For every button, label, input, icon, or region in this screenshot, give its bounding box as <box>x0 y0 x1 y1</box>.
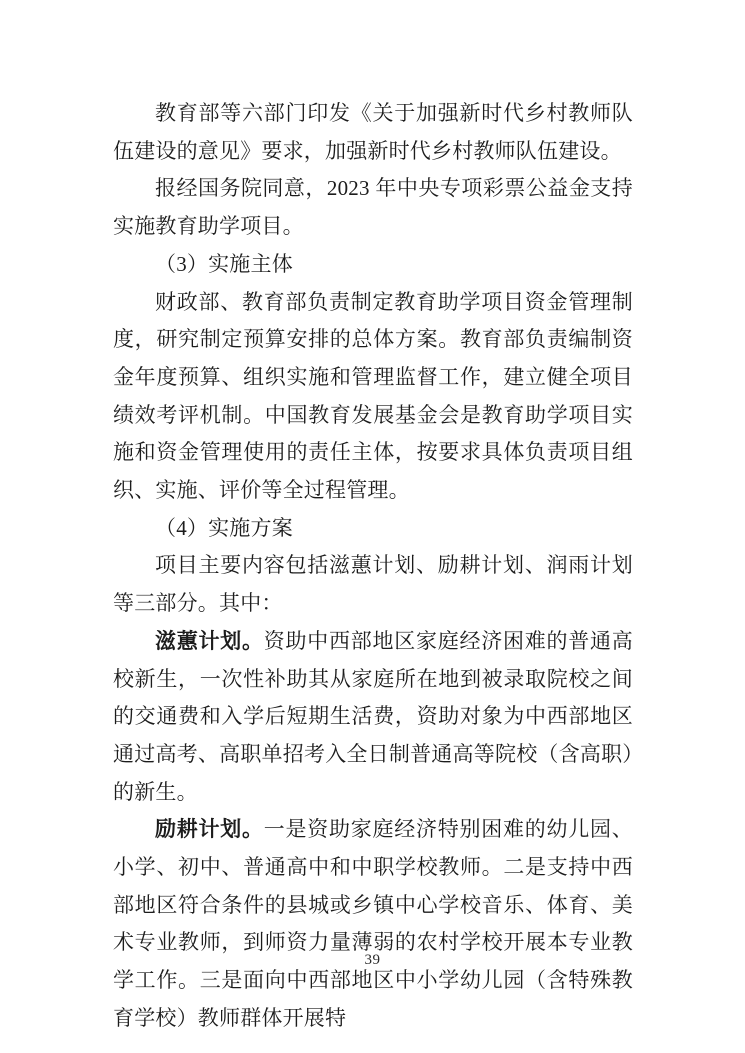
paragraph-text: （4）实施方案 <box>155 515 293 540</box>
document-body <box>113 95 633 1038</box>
paragraph-text: 教育部等六部门印发《关于加强新时代乡村教师队伍建设的意见》要求，加强新时代乡村教师队伍建设。 <box>113 101 633 163</box>
page-number: 39 <box>364 952 381 968</box>
paragraph-text: 财政部、教育部负责制定教育助学项目资金管理制度，研究制定预算安排的总体方案。教育部负责编制资金年度预算、组织实施和管理监督工作，建立健全项目绩效考评机制。中国教育发展基金会是教育助学项目实施和资金管理使用的责任主体，按要求具体负责项目组织、实施、评价等全过程管理。 <box>113 289 633 503</box>
paragraph-text: 报经国务院同意，2023 年中央专项彩票公益金支持实施教育助学项目。 <box>113 176 633 239</box>
page-footer <box>0 951 745 969</box>
paragraph <box>113 284 633 510</box>
paragraph <box>113 623 633 812</box>
paragraph-text: 资助中西部地区家庭经济困难的普通高校新生，一次性补助其从家庭所在地到被录取院校之间的交通费和入学后短期生活费，资助对象为中西部地区通过高考、高职单招考入全日制普通高等院校（含高职）的新生。 <box>113 628 633 804</box>
paragraph <box>113 170 633 245</box>
paragraph-lead-bold: 励耕计划。 <box>155 817 264 842</box>
paragraph <box>113 811 633 1037</box>
section-heading <box>113 510 633 548</box>
paragraph-text: （3）实施主体 <box>155 251 293 276</box>
section-heading <box>113 246 633 284</box>
paragraph-text: 一是资助家庭经济特别困难的幼儿园、小学、初中、普通高中和中职学校教师。二是支持中西部地区符合条件的县城或乡镇中心学校音乐、体育、美术专业教师，到师资力量薄弱的农村学校开展本专业教学工作。三是面向中西部地区中小学幼儿园（含特殊教育学校）教师群体开展特 <box>113 817 633 1030</box>
paragraph <box>113 547 633 622</box>
paragraph-text: 项目主要内容包括滋蕙计划、励耕计划、润雨计划等三部分。其中： <box>113 553 633 616</box>
paragraph <box>113 95 633 170</box>
paragraph-lead-bold: 滋蕙计划。 <box>155 628 264 653</box>
